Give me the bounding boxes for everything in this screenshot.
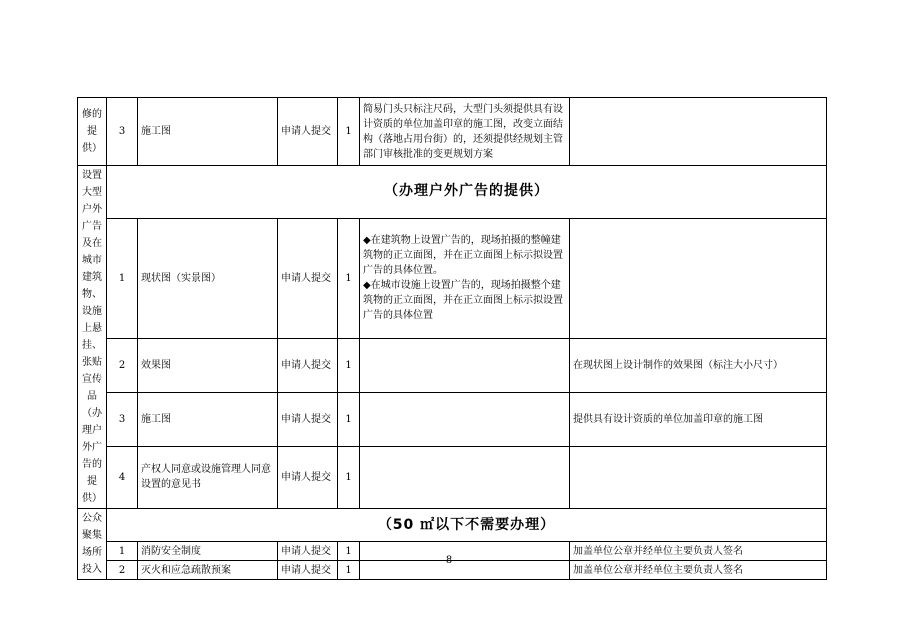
requirement-bullet: ◆在建筑物上设置广告的，现场拍摄的整幢建筑物的正立面图，并在正立面图上标示拟设置广告的具体位置。 — [363, 235, 563, 277]
section-banner-row — [78, 509, 827, 542]
item-quantity: 1 — [338, 218, 360, 339]
item-number: 2 — [107, 339, 138, 393]
table-row — [78, 339, 827, 393]
item-requirement — [360, 218, 570, 339]
item-quantity: 1 — [338, 98, 360, 166]
item-requirement: 简易门头只标注尺码，大型门头须提供具有设计资质的单位加盖印章的施工图，改变立面结构（落地占用台街）的，还须提供经规划主管部门审核批准的变更规划方案 — [360, 98, 570, 166]
table-row — [78, 446, 827, 508]
item-note: 加盖单位公章并经单位主要负责人签名 — [570, 542, 827, 561]
item-number: 4 — [107, 446, 138, 508]
item-source: 申请人提交 — [278, 542, 338, 561]
item-number: 1 — [107, 542, 138, 561]
category-cell: 设置大型户外广告及在城市建筑物、设施上悬挂、张贴宣传品（办理户外广告的提供） — [78, 166, 107, 509]
item-source: 申请人提交 — [278, 446, 338, 508]
item-quantity: 1 — [338, 542, 360, 561]
item-name: 效果图 — [138, 339, 278, 393]
requirement-bullet: ◆在城市设施上设置广告的，现场拍摄整个建筑物的正立面图，并在正立面图上标示拟设置广告的具体位置 — [363, 280, 563, 322]
item-number: 2 — [107, 561, 138, 580]
item-source: 申请人提交 — [278, 561, 338, 580]
item-note — [570, 218, 827, 339]
item-name: 消防安全制度 — [138, 542, 278, 561]
table-row — [78, 393, 827, 447]
page-number: 8 — [445, 555, 453, 566]
item-name: 产权人同意或设施管理人同意设置的意见书 — [138, 446, 278, 508]
requirements-table — [77, 97, 827, 580]
item-source: 申请人提交 — [278, 218, 338, 339]
item-note: 在现状图上设计制作的效果图（标注大小尺寸） — [570, 339, 827, 393]
item-name: 施工图 — [138, 393, 278, 447]
section-banner: （办理户外广告的提供） — [107, 166, 827, 219]
item-note — [570, 98, 827, 166]
item-quantity: 1 — [338, 561, 360, 580]
item-quantity: 1 — [338, 393, 360, 447]
category-cell: 公众聚集场所投入 — [78, 509, 107, 580]
item-note: 提供具有设计资质的单位加盖印章的施工图 — [570, 393, 827, 447]
table-row — [78, 218, 827, 339]
section-banner-row — [78, 166, 827, 219]
item-source: 申请人提交 — [278, 393, 338, 447]
item-note — [570, 446, 827, 508]
item-name: 现状图（实景图） — [138, 218, 278, 339]
item-number: 1 — [107, 218, 138, 339]
item-name: 灭火和应急疏散预案 — [138, 561, 278, 580]
item-note: 加盖单位公章并经单位主要负责人签名 — [570, 561, 827, 580]
category-cell: 修的提供） — [78, 98, 107, 166]
section-banner: （50 ㎡以下不需要办理） — [107, 509, 827, 542]
item-source: 申请人提交 — [278, 98, 338, 166]
item-requirement — [360, 393, 570, 447]
item-name: 施工图 — [138, 98, 278, 166]
table-row — [78, 98, 827, 166]
item-requirement — [360, 339, 570, 393]
item-quantity: 1 — [338, 446, 360, 508]
item-number: 3 — [107, 98, 138, 166]
item-source: 申请人提交 — [278, 339, 338, 393]
item-requirement — [360, 446, 570, 508]
item-quantity: 1 — [338, 339, 360, 393]
item-number: 3 — [107, 393, 138, 447]
